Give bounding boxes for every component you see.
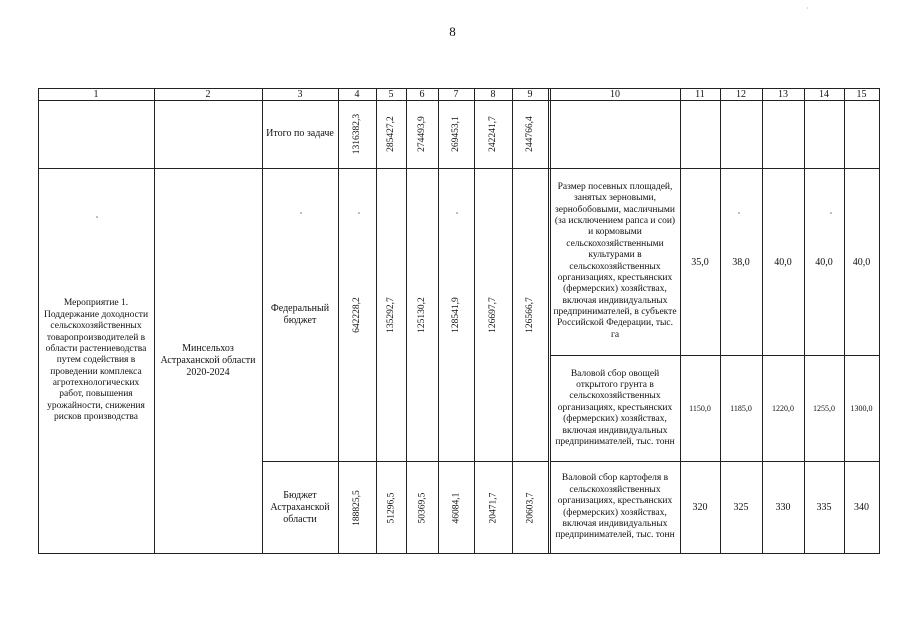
header-col-12: 12: [736, 89, 746, 100]
header-col-1: 1: [93, 89, 99, 100]
regional-value-8: 20471,7: [488, 492, 498, 523]
total-value-5: 285427,2: [386, 116, 396, 152]
regional-budget-label: Бюджет Астраханской области: [270, 489, 330, 525]
header-col-15: 15: [856, 89, 867, 100]
federal-value-8: 126697,7: [488, 297, 498, 333]
indicator-2-value-15: 1300,0: [850, 403, 873, 413]
header-col-14: 14: [819, 89, 829, 100]
federal-value-7: 128541,9: [451, 297, 461, 333]
regional-value-6: 50369,5: [417, 492, 427, 523]
header-col-4: 4: [354, 89, 360, 100]
federal-value-5: 135292,7: [386, 297, 396, 333]
header-col-3: 3: [297, 89, 303, 100]
regional-value-5: 51296,5: [386, 492, 396, 523]
header-col-6: 6: [419, 89, 425, 100]
event-executor: Минсельхоз Астраханской области 2020-2024: [160, 343, 256, 378]
header-col-11: 11: [695, 89, 705, 100]
indicator-2-value-12: 1185,0: [730, 403, 752, 413]
header-col-7: 7: [453, 89, 459, 100]
indicator-3-text: Валовой сбор картофеля в сельскохозяйственных организациях, крестьянских (фермерских) хозяйствах, включая индивидуальных предпринимателей, тыс. тонн: [555, 473, 675, 541]
indicator-1-value-12: 38,0: [732, 256, 750, 268]
total-value-4: 1316382,3: [352, 113, 362, 155]
regional-value-7: 46084,1: [451, 492, 461, 523]
regional-value-4: 188825,5: [352, 489, 362, 526]
scan-dot: [300, 212, 302, 214]
federal-value-4: 642228,2: [352, 297, 362, 333]
indicator-2-text: Валовой сбор овощей открытого грунта в сельскохозяйственных организациях, крестьянских (фермерских) хозяйствах, включая индивидуальных предпринимателей, тыс. тонн: [555, 368, 675, 447]
header-col-10: 10: [610, 89, 620, 100]
total-value-9: 244766,4: [525, 116, 535, 152]
indicator-1-text: Размер посевных площадей, занятых зерновыми, зернобобовыми, масличными (за исключением рапса и сои) и кормовыми сельскохозяйственными культурами в сельскохозяйственных организациях, крестьянских (фермерских) хозяйствах, включая индивидуальных предпринимателей, в субъекте Российской Федерации, тыс. га: [553, 181, 677, 340]
indicator-1-value-11: 35,0: [691, 256, 709, 268]
header-col-5: 5: [388, 89, 394, 100]
regional-value-9: 20603,7: [525, 492, 535, 523]
indicator-3-value-14: 335: [816, 501, 832, 513]
total-label: Итого по задаче: [266, 128, 334, 139]
indicator-3-value-15: 340: [854, 501, 869, 513]
total-value-6: 274493,9: [417, 116, 427, 152]
page-number: 8: [449, 24, 456, 39]
corner-mark: ·: [806, 4, 809, 13]
federal-value-6: 125130,2: [417, 297, 427, 333]
indicator-1-value-15: 40,0: [852, 256, 871, 268]
total-value-7: 269453,1: [451, 116, 461, 152]
indicator-3-value-13: 330: [775, 501, 791, 513]
total-value-8: 242241,7: [488, 116, 498, 152]
header-col-13: 13: [778, 89, 788, 100]
header-col-8: 8: [490, 89, 496, 100]
indicator-2-value-13: 1220,0: [772, 403, 794, 413]
scan-dot: [456, 212, 458, 214]
event-name: Мероприятие 1. Поддержание доходности сельскохозяйственных товаропроизводителей в области растениеводства путем содействия в проведении комплекса агротехнологических работ, повышения урожайности, снижения рисков производства: [43, 298, 149, 423]
header-col-9: 9: [527, 89, 533, 100]
program-table: [38, 88, 880, 554]
federal-value-9: 126566,7: [525, 297, 535, 333]
indicator-3-value-12: 325: [733, 501, 749, 513]
indicator-1-value-13: 40,0: [774, 256, 792, 268]
header-col-2: 2: [205, 89, 211, 100]
scan-dot: [96, 216, 98, 218]
federal-budget-label: Федеральный бюджет: [270, 303, 330, 326]
scan-dot: [830, 212, 832, 214]
indicator-3-value-11: 320: [692, 501, 708, 513]
indicator-1-value-14: 40,0: [815, 256, 833, 268]
indicator-2-value-11: 1150,0: [689, 403, 711, 413]
scan-dot: [358, 212, 360, 214]
indicator-2-value-14: 1255,0: [813, 403, 835, 413]
scan-dot: [738, 212, 740, 214]
